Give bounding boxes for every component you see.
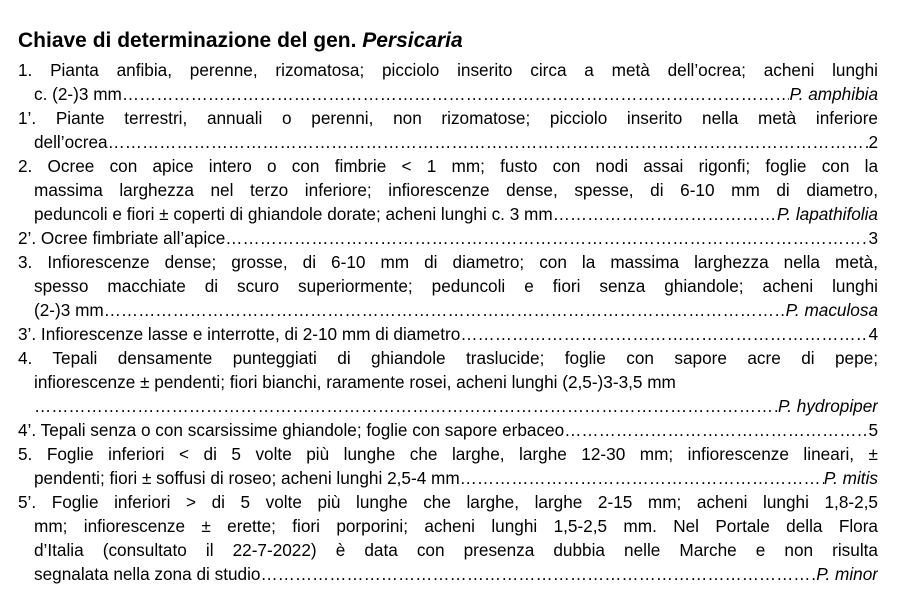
key-entry-final-line [18,418,878,442]
key-entry [18,442,878,490]
species-name: P. lapathifolia [777,204,878,224]
key-entry-text-line: spesso macchiate di scuro superiormente; peduncoli e fiori senza ghiandole; acheni lunghi [34,276,878,296]
key-entry-text: pendenti; fiori ± soffusi di roseo; acheni lunghi 2,5-4 mm [34,468,460,488]
key-entry-text: 2’. Ocree fimbriate all’apice [18,228,226,248]
page-title [18,26,878,56]
key-entry-final-line [18,562,878,586]
determination-key-document [18,26,878,586]
key-entry [18,346,878,418]
leader-dots [260,562,816,586]
title-genus: Persicaria [362,29,463,52]
key-entry-final-line [18,322,878,346]
key-entry-text-line: 1’. Piante terrestri, annuali o perenni, non rizomatose; picciolo inserito nella metà inferiore [18,108,878,128]
key-entry [18,250,878,322]
species-name: P. amphibia [789,84,878,104]
species-name: P. mitis [823,468,878,488]
key-entry [18,58,878,106]
leader-dots [108,130,869,154]
key-entry-text: segnalata nella zona di studio [34,564,261,584]
key-entry-final-line [18,466,878,490]
key-entry [18,490,878,586]
key-entry-text: peduncoli e fiori ± coperti di ghiandole dorate; acheni lunghi c. 3 mm [34,204,553,224]
key-entry [18,106,878,154]
leader-dots [34,394,778,418]
key-entry-text-line: 1. Pianta anfibia, perenne, rizomatosa; picciolo inserito circa a metà dell’ocrea; acheni lunghi [18,60,878,80]
key-entry [18,154,878,226]
key-entry-text: 4’. Tepali senza o con scarsissime ghiandole; foglie con sapore erbaceo [18,420,565,440]
next-step-number: 5 [868,420,878,440]
key-entry [18,418,878,442]
key-entry-final-line [18,202,878,226]
species-name: P. maculosa [785,300,878,320]
species-name: P. hydropiper [777,396,878,416]
key-entry-text: c. (2-)3 mm [34,84,122,104]
key-entry-text-line: 2. Ocree con apice intero o con fimbrie < 1 mm; fusto con nodi assai rigonfi; foglie con la [18,156,878,176]
leader-dots [460,322,868,346]
key-entry-final-line [18,130,878,154]
key-entry-final-line [18,298,878,322]
key-entry-text: dell’ocrea [34,132,108,152]
species-name: P. minor [816,564,878,584]
leader-dots [564,418,868,442]
leader-dots [225,226,868,250]
key-entry-text-line: massima larghezza nel terzo inferiore; infiorescenze dense, spesse, di 6-10 mm di diametro, [34,180,878,200]
key-entry-text-line: infiorescenze ± pendenti; fiori bianchi, raramente rosei, acheni lunghi (2,5-)3-3,5 mm [34,372,676,392]
key-entry-final-line [18,226,878,250]
key-entry-text: (2-)3 mm [34,300,104,320]
key-entry-text-line: 5’. Foglie inferiori > di 5 volte più lunghe che larghe, larghe 2-15 mm; acheni lunghi 1,8-2,5 [18,492,878,512]
key-entry-text-line: 3. Infiorescenze dense; grosse, di 6-10 mm di diametro; con la massima larghezza nella metà, [18,252,878,272]
key-entry-text-line: 4. Tepali densamente punteggiati di ghiandole traslucide; foglie con sapore acre di pepe; [18,348,878,368]
key-entry-text: 3’. Infiorescenze lasse e interrotte, di 2-10 mm di diametro [18,324,461,344]
key-entry-text-line: mm; infiorescenze ± erette; fiori porporini; acheni lunghi 1,5-2,5 mm. Nel Portale della Flora [34,516,878,536]
title-prefix: Chiave di determinazione del gen. [18,29,363,52]
next-step-number: 4 [868,324,878,344]
leader-dots [122,82,790,106]
key-entry-text-line: d’Italia (consultato il 22-7-2022) è data con presenza dubbia nelle Marche e non risulta [34,540,878,560]
next-step-number: 2 [868,132,878,152]
leader-dots [104,298,786,322]
key-entry-final-line [18,394,878,418]
leader-dots [553,202,777,226]
next-step-number: 3 [868,228,878,248]
key-entries [18,58,878,586]
key-entry [18,322,878,346]
key-entry [18,226,878,250]
key-entry-text-line: 5. Foglie inferiori < di 5 volte più lunghe che larghe, larghe 12-30 mm; infiorescenze lineari, ± [18,444,878,464]
key-entry-final-line [18,82,878,106]
leader-dots [460,466,824,490]
